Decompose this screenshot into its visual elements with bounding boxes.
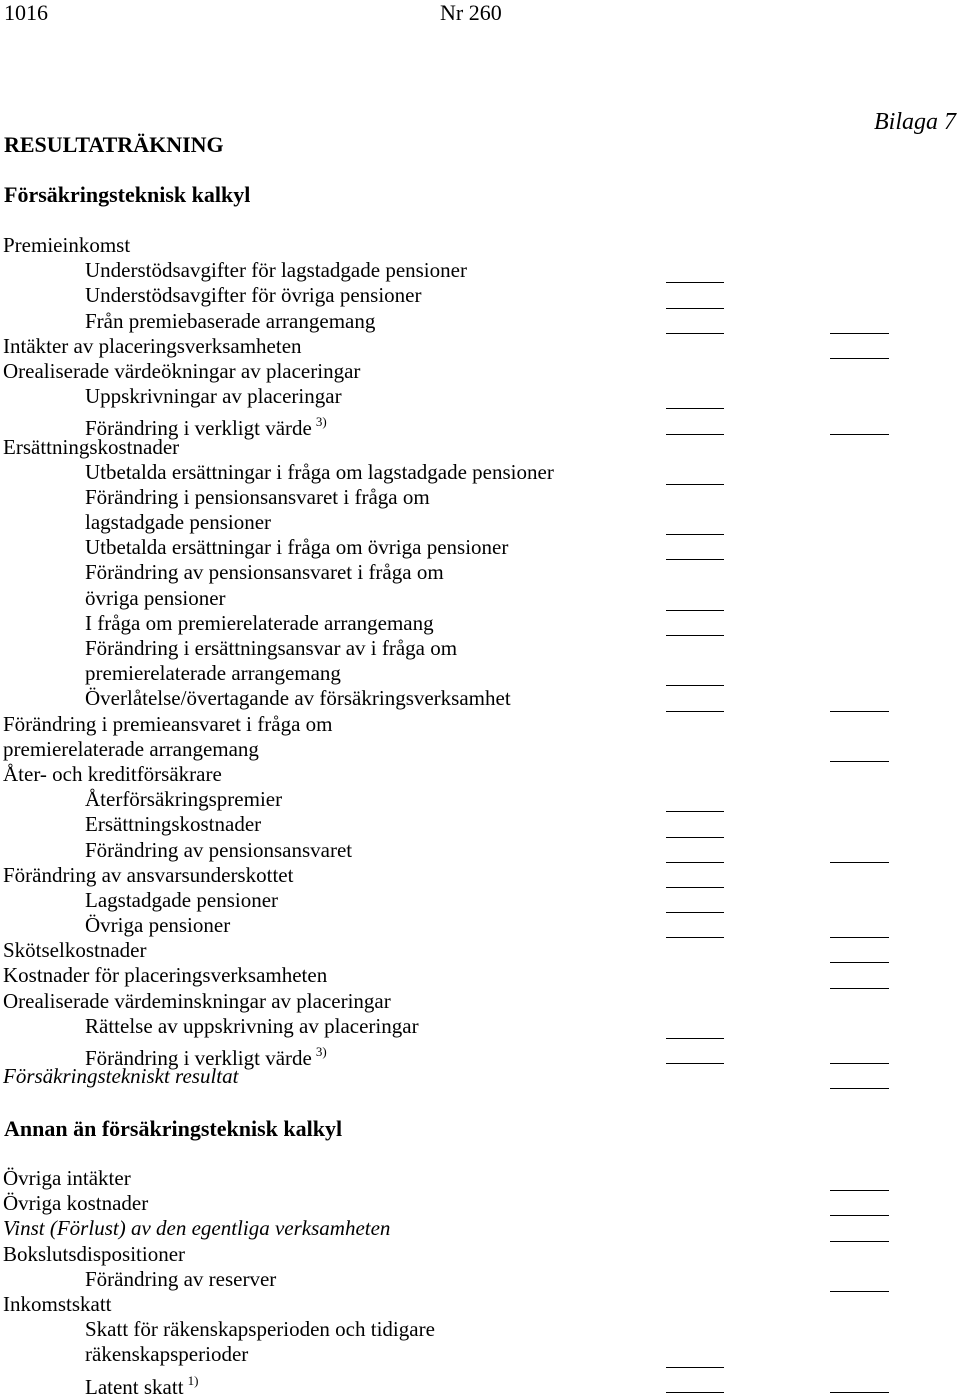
statement-row [0, 309, 960, 334]
row-label-text: premierelaterade arrangemang [3, 736, 259, 761]
row-label-text: lagstadgade pensioner [85, 510, 272, 535]
statement-row [0, 888, 960, 913]
row-label-text: Latent skatt [85, 1374, 184, 1399]
row-label [85, 586, 226, 611]
statement-row [0, 938, 960, 963]
row-label-text: Från premiebaserade arrangemang [85, 308, 376, 333]
statement-row [0, 258, 960, 283]
row-label [85, 661, 341, 686]
row-label [85, 1014, 419, 1039]
row-label-text: Ersättningskostnader [3, 434, 180, 459]
statement-row [0, 334, 960, 359]
row-label-text: Förändring i pensionsansvaret i fråga om [85, 484, 430, 509]
row-label [85, 460, 554, 485]
row-label [85, 787, 282, 812]
statement-row [0, 1014, 960, 1039]
statement-row [0, 913, 960, 938]
statement-row [0, 409, 960, 441]
row-label-text: Skötselkostnader [3, 938, 147, 963]
row-label-text: Förändring av pensionsansvaret i fråga om [85, 560, 444, 585]
statement-row [0, 283, 960, 308]
statement-row [0, 510, 960, 535]
row-label [85, 309, 375, 334]
row-label-text: Premieinkomst [3, 233, 131, 257]
row-label-text: övriga pensioner [85, 585, 226, 610]
statement-row [0, 1064, 960, 1089]
statement-row [0, 712, 960, 737]
statement-row [0, 460, 960, 485]
statement-row [0, 812, 960, 837]
row-label [3, 359, 360, 384]
row-label [3, 712, 332, 737]
row-label [85, 1267, 276, 1292]
row-label [3, 762, 222, 787]
statement-row [0, 737, 960, 762]
row-label [3, 233, 130, 258]
row-label [3, 435, 179, 460]
row-label-text: Inkomstskatt [3, 1291, 112, 1316]
statement-row [0, 1242, 960, 1267]
row-label [85, 838, 352, 863]
row-label-text: Utbetalda ersättningar i fråga om övriga pensioner [85, 535, 509, 560]
statement-row [0, 1267, 960, 1292]
row-label [85, 258, 467, 283]
row-label [3, 1166, 131, 1191]
row-label-text: Kostnader för placeringsverksamheten [3, 963, 328, 988]
issue-number: Nr 260 [440, 0, 502, 25]
section-title-technical: Försäkringsteknisk kalkyl [4, 182, 251, 207]
row-label-text: Understödsavgifter för lagstadgade pensioner [85, 258, 467, 283]
statement-row [0, 485, 960, 510]
statement-row [0, 838, 960, 863]
row-label [85, 560, 444, 585]
row-label-text: premierelaterade arrangemang [85, 661, 341, 686]
row-label-text: Övriga kostnader [3, 1191, 149, 1216]
statement-row [0, 535, 960, 560]
row-label-text: Vinst (Förlust) av den egentliga verksamheten [3, 1216, 391, 1241]
footnote-marker: 1) [187, 1372, 199, 1388]
statement-row [0, 686, 960, 711]
statement-row [0, 1368, 960, 1399]
row-label [85, 1342, 248, 1367]
statement-row [0, 1166, 960, 1191]
row-label-text: Åter- och kreditförsäkrare [3, 761, 222, 786]
row-label [3, 989, 391, 1014]
statement-row [0, 435, 960, 460]
row-label-text: Förändring i premieansvaret i fråga om [3, 711, 333, 736]
row-label-text: räkenskapsperioder [85, 1342, 249, 1367]
row-label-text: Förändring av ansvarsunderskottet [3, 862, 294, 887]
statement-row [0, 863, 960, 888]
statement-row [0, 586, 960, 611]
row-label [85, 812, 261, 837]
row-label [3, 1064, 238, 1089]
amount-line-column-1 [666, 1392, 724, 1393]
row-label-text: Förändring av pensionsansvaret [85, 837, 353, 862]
row-label [85, 636, 457, 661]
row-label-text: Återförsäkringspremier [85, 787, 283, 812]
row-label [3, 1292, 112, 1317]
statement-row [0, 661, 960, 686]
row-label-text: Utbetalda ersättningar i fråga om lagstadgade pensioner [85, 459, 554, 484]
row-label [3, 963, 327, 988]
section-title-non-technical: Annan än försäkringsteknisk kalkyl [4, 1116, 343, 1141]
amount-line-column-2 [830, 1392, 889, 1393]
statement-row [0, 384, 960, 409]
statement-row [0, 560, 960, 585]
row-label-text: Ersättningskostnader [85, 812, 262, 837]
statement-row [0, 1039, 960, 1070]
row-label [85, 283, 421, 308]
row-label [3, 863, 293, 888]
statement-row [0, 636, 960, 661]
statement-row [0, 1216, 960, 1241]
row-label-text: Förändring av reserver [85, 1266, 277, 1291]
row-label [3, 334, 302, 359]
statement-row [0, 989, 960, 1014]
row-label-text: Förändring i verkligt värde [85, 1046, 312, 1070]
row-label-text: Bokslutsdispositioner [3, 1241, 186, 1266]
row-label [85, 913, 230, 938]
row-label [85, 888, 278, 913]
statement-row [0, 1292, 960, 1317]
row-label [85, 485, 430, 510]
row-label [85, 686, 511, 711]
row-label-text: Lagstadgade pensioner [85, 887, 279, 912]
statement-row [0, 1317, 960, 1342]
technical-calculation-rows [0, 233, 960, 1089]
row-label [85, 1368, 198, 1400]
row-label-text: Orealiserade värdeminskningar av placeringar [3, 988, 391, 1013]
row-label [3, 1191, 148, 1216]
row-label [85, 535, 508, 560]
row-label [3, 1242, 185, 1267]
row-label-text: Orealiserade värdeökningar av placeringar [3, 358, 361, 383]
footnote-marker: 3) [315, 1044, 327, 1059]
page-number: 1016 [4, 0, 48, 25]
row-label-text: Understödsavgifter för övriga pensioner [85, 283, 422, 308]
row-label [3, 938, 146, 963]
row-label [85, 510, 271, 535]
statement-row [0, 611, 960, 636]
row-label-text: Övriga intäkter [3, 1166, 131, 1190]
row-label [85, 384, 342, 409]
statement-row [0, 1342, 960, 1367]
row-label-text: Intäkter av placeringsverksamheten [3, 333, 302, 358]
row-label-text: Förändring i verkligt värde [85, 416, 312, 441]
statement-row [0, 1191, 960, 1216]
row-label [85, 1317, 435, 1342]
row-label-text: I fråga om premierelaterade arrangemang [85, 610, 434, 635]
appendix-label: Bilaga 7 [874, 109, 956, 135]
row-label-text: Skatt för räkenskapsperioden och tidigare [85, 1317, 435, 1342]
row-label-text: Förändring i ersättningsansvar av i fråga om [85, 636, 458, 660]
row-label [3, 737, 259, 762]
footnote-marker: 3) [315, 414, 327, 430]
row-label-text: Uppskrivningar av placeringar [85, 384, 342, 409]
statement-row [0, 233, 960, 258]
document-title: RESULTATRÄKNING [4, 132, 224, 157]
amount-line-column-2 [830, 1088, 889, 1089]
row-label-text: Försäkringstekniskt resultat [3, 1064, 239, 1089]
statement-row [0, 762, 960, 787]
row-label [85, 611, 434, 636]
row-label [3, 1216, 390, 1241]
statement-row [0, 963, 960, 988]
statement-row [0, 787, 960, 812]
row-label-text: Övriga pensioner [85, 913, 231, 938]
row-label-text: Rättelse av uppskrivning av placeringar [85, 1013, 419, 1038]
statement-row [0, 359, 960, 384]
non-technical-calculation-rows [0, 1166, 960, 1399]
row-label-text: Överlåtelse/övertagande av försäkringsverksamhet [85, 686, 511, 711]
